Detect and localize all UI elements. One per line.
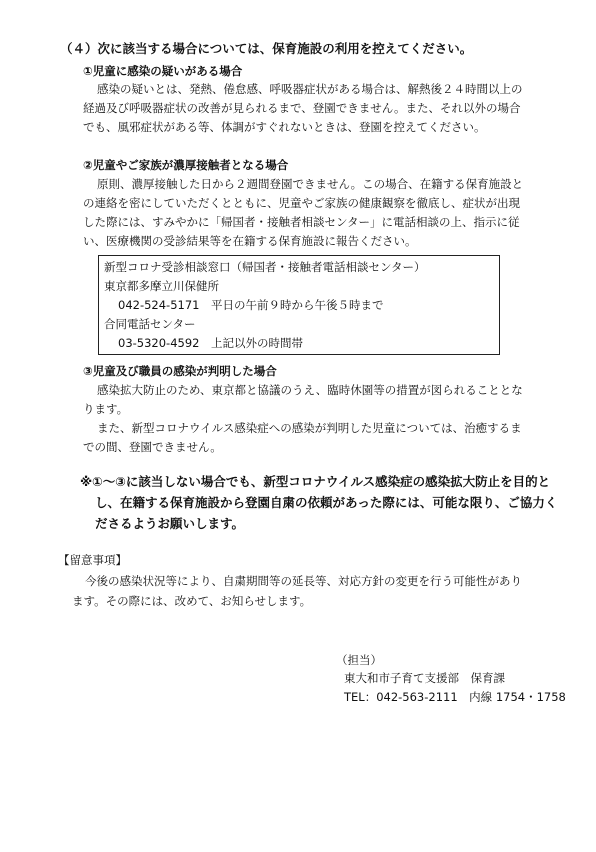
contact-tel: TEL：042-563-2111 内線 1754・1758 <box>344 690 566 704</box>
item2-line: い、医療機関の受診結果等を在籍する保育施設に報告ください。 <box>83 234 417 248</box>
box-line: 新型コロナ受診相談窓口（帰国者・接触者電話相談センター） <box>104 260 426 274</box>
box-line: 042-524-5171 平日の午前９時から午後５時まで <box>118 298 384 312</box>
note-line: し、在籍する保育施設から登園自粛の依頼があった際には、可能な限り、ご協力く <box>95 495 558 510</box>
note-line: ※①～③に該当しない場合でも、新型コロナウイルス感染症の感染拡大防止を目的と <box>80 474 551 489</box>
contact-department: 東大和市子育て支援部 保育課 <box>344 671 505 685</box>
box-line: 03-5320-4592 上記以外の時間帯 <box>118 336 303 350</box>
box-line: 東京都多摩立川保健所 <box>104 279 219 293</box>
note-line: ださるようお願いします。 <box>95 516 245 531</box>
section-heading: （４）次に該当する場合については、保育施設の利用を控えてください。 <box>60 41 473 56</box>
contact-label: （担当） <box>336 653 382 667</box>
item2-line: した際には、すみやかに「帰国者・接触者相談センター」に電話相談の上、指示に従 <box>83 215 520 229</box>
remarks-line: ます。その際には、改めて、お知らせします。 <box>72 594 312 608</box>
item1-line: 経過及び呼吸器症状の改善が見られるまで、登園できません。また、それ以外の場合 <box>83 101 521 115</box>
item1-line: 感染の疑いとは、発熱、倦怠感、呼吸器症状がある場合は、解熱後２４時間以上の <box>97 82 523 96</box>
remarks-heading: 【留意事項】 <box>58 553 127 567</box>
box-line: 合同電話センター <box>104 317 196 331</box>
item3-line: ります。 <box>83 402 129 416</box>
item3-line: また、新型コロナウイルス感染症への感染が判明した児童については、治癒するま <box>97 421 522 435</box>
item1-title: ①児童に感染の疑いがある場合 <box>83 64 243 78</box>
remarks-line: 今後の感染状況等により、自粛期間等の延長等、対応方針の変更を行う可能性があり <box>85 574 522 588</box>
item3-title: ③児童及び職員の感染が判明した場合 <box>83 364 277 378</box>
item1-line: でも、風邪症状がある等、体調がすぐれないときは、登園を控えてください。 <box>83 120 486 134</box>
item2-title: ②児童やご家族が濃厚接触者となる場合 <box>83 158 289 172</box>
item2-line: 原則、濃厚接触した日から２週間登園できません。この場合、在籍する保育施設と <box>97 177 524 191</box>
item3-line: 感染拡大防止のため、東京都と協議のうえ、臨時休園等の措置が図られることとな <box>97 383 523 397</box>
item3-line: での間、登園できません。 <box>83 440 222 454</box>
item2-line: の連絡を密にしていただくとともに、児童やご家族の健康観察を徹底し、症状が出現 <box>83 196 520 210</box>
